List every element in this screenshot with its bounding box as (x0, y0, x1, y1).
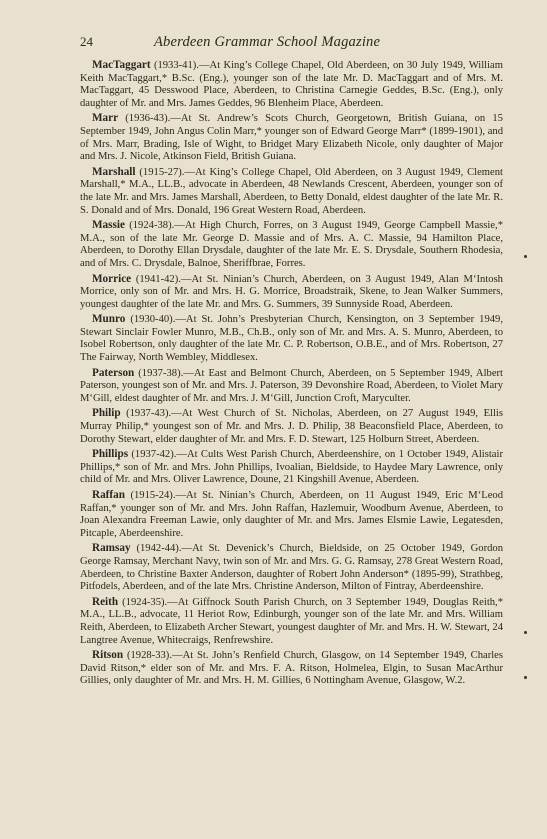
entry-text: (1930-40).—At St. John’s Presbyterian Church, Kensington, on 3 September 1949, Stewart Sinclair Fowler Munro, M.B., Ch.B., only son of Mr. and Mrs. A. S. Munro, Aberdeen, to Isobel Robertson, only daughter of the late Mr. C. P. Robertson, O.B.E., and of Mrs. Robertson, 27 The Fairway, North Wembley, Middlesex. (80, 314, 503, 364)
entry-surname: Marr (92, 112, 119, 125)
entry-surname: Ramsay (92, 542, 131, 555)
entry-surname: MacTaggart (92, 59, 151, 71)
entry-munro (80, 313, 503, 364)
entry-surname: Munro (92, 313, 126, 326)
entry-text: (1937-42).—At Cults West Parish Church, Aberdeenshire, on 1 October 1949, Alistair Phillips,* son of Mr. and Mrs. John Phillips, Ivoalian, Bieldside, to Haydee Mary Lawrence, only child of Mr. and Mrs. Oliver Lawrence, Doune, 21 Kingshill Avenue, Aberdeen. (80, 449, 503, 486)
entry-marshall (80, 166, 503, 217)
entry-surname: Massie (92, 219, 125, 232)
entry-text: (1936-43).—At St. Andrew’s Scots Church, Georgetown, British Guiana, on 15 September 1949, John Angus Colin Marr,* younger son of Edward George Marr* (1899-1901), and of Mrs. Marr, Brading, Isle of Wight, to Bridget Mary Elizabeth Nicole, only daughter of Major and Mrs. J. Nicole, Atkinson Field, British Guiana. (80, 113, 503, 163)
entry-paterson (80, 367, 503, 406)
entry-surname: Paterson (92, 366, 135, 379)
entry-surname: Phillips (92, 448, 129, 461)
entry-ramsay (80, 542, 503, 593)
page-header (80, 34, 503, 51)
margin-speck (524, 255, 527, 258)
entry-philip (80, 407, 503, 446)
entry-ritson (80, 649, 503, 688)
entry-surname: Raffan (92, 489, 125, 501)
entry-text: (1941-42).—At St. Ninian’s Church, Aberdeen, on 3 August 1949, Alan M‘Intosh Morrice, only son of Mr. and Mrs. H. G. Morrice, Broadstraik, Skene, to Jean Walker Summers, youngest daughter of the late Mr. and Mrs. G. Summers, 39 Sunnyside Road, Aberdeen. (80, 273, 503, 310)
entry-raffan (80, 489, 503, 540)
entry-surname: Reith (92, 595, 119, 608)
entry-text: (1933-41).—At King’s College Chapel, Old Aberdeen, on 30 July 1949, William Keith MacTaggart,* B.Sc. (Eng.), younger son of the late Mr. D. MacTaggart and of Mrs. M. MacTaggart, 45 Desswood Place, Aberdeen, to Christina Carnegie Geddes, B.Sc. (Eng.), only daughter of Mr. and Mrs. James Geddes, 96 Blenheim Place, Aberdeen. (80, 60, 503, 109)
margin-speck (524, 676, 527, 679)
entry-morrice (80, 273, 503, 312)
entry-text: (1915-24).—At St. Ninian’s Church, Aberdeen, on 11 August 1949, Eric M‘Leod Raffan,* younger son of Mr. and Mrs. John Raffan, Hazlemuir, Woodburn Avenue, Aberdeen, to Joan Alexandra Freeman Lawie, only daughter of Mr. and Mrs. James Elsmie Lawie, Legatesden, Pitcaple, Aberdeenshire. (80, 490, 503, 539)
entry-text: (1937-38).—At East and Belmont Church, Aberdeen, on 5 September 1949, Albert Paterson, youngest son of Mr. and Mrs. J. Paterson, 39 Devonshire Road, Aberdeen, to Violet Mary M‘Gill, eldest daughter of Mr. and Mrs. J. M‘Gill, Junction Croft, Maryculter. (80, 367, 503, 404)
entry-text: (1942-44).—At St. Devenick’s Church, Bieldside, on 25 October 1949, Gordon George Ramsay, Merchant Navy, twin son of Mr. and Mrs. G. G. Ramsay, 278 Great Western Road, Aberdeen, to Christine Baxter Anderson, daughter of Robert John Anderson* (1895-99), Strathbeg, Pitfodels, Aberdeen, and of the late Mrs. Christine Anderson, Milton of Fintray, Aberdeenshire. (80, 543, 504, 593)
entry-phillips (80, 448, 503, 487)
page-number: 24 (80, 34, 93, 49)
marriages-list (80, 59, 503, 688)
entry-surname: Morrice (92, 272, 132, 285)
entry-text: (1928-33).—At St. John’s Renfield Church, Glasgow, on 14 September 1949, Charles David Ritson,* elder son of Mr. and Mrs. F. A. Ritson, Holmelea, Elgin, to Susan MacArthur Gillies, only daughter of Mr. and Mrs. H. M. Gillies, 6 Nottingham Avenue, Glasgow, W.2. (80, 650, 503, 687)
entry-surname: Philip (92, 407, 121, 420)
entry-text: (1924-38).—At High Church, Forres, on 3 August 1949, George Campbell Massie,* M.A., son of the late Mr. George D. Massie and of Mrs. A. C. Massie, 94 Hamilton Place, Aberdeen, to Dorothy Ellan Drysdale, daughter of the late Mr. E. S. Drysdale, Southern Rhodesia, and of Mrs. C. Drysdale, Balnoe, Sheriffbrae, Forres. (80, 220, 503, 269)
entry-massie (80, 219, 503, 270)
entry-marr (80, 112, 503, 163)
entry-reith (80, 596, 503, 647)
margin-speck (524, 631, 527, 634)
entry-text: (1937-43).—At West Church of St. Nicholas, Aberdeen, on 27 August 1949, Ellis Murray Philip,* youngest son of Mr. and Mrs. J. D. Philip, 38 Beaconsfield Place, Aberdeen, to Dorothy Stewart, elder daughter of Mr. and Mrs. F. D. Stewart, 125 Holburn Street, Aberdeen. (80, 408, 503, 445)
entry-text: (1915-27).—At King’s College Chapel, Old Aberdeen, on 3 August 1949, Clement Marshall,* M.A., LL.B., advocate in Aberdeen, 48 Newlands Crescent, Aberdeen, younger son of the late Mr. and Mrs. James Marshall, Aberdeen, to Betty Donald, eldest daughter of the late Mr. R. S. Donald and of Mrs. Donald, 196 Great Western Road, Aberdeen. (80, 166, 503, 216)
running-title: Aberdeen Grammar School Magazine (154, 34, 381, 50)
entry-text: (1924-35).—At Giffnock South Parish Church, on 3 September 1949, Douglas Reith,* M.A., LL.B., advocate, 11 Heriot Row, Edinburgh, younger son of the late Mr. and Mrs. William Reith, Aberdeen, to Elizabeth Archer Stewart, youngest daughter of Mr. and Mrs. H. W. Stewart, 24 Langtree Avenue, Whitecraigs, Renfrewshire. (80, 596, 504, 646)
entry-surname: Ritson (92, 649, 124, 662)
entry-surname: Marshall (92, 165, 136, 178)
entry-mactaggart (80, 59, 503, 110)
